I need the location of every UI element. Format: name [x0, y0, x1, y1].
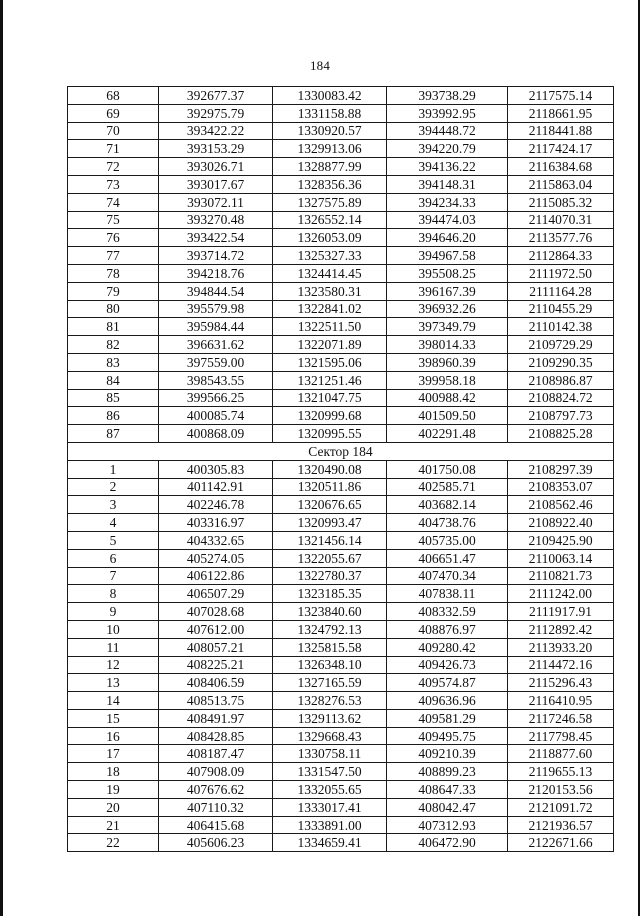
table-row: [68, 478, 614, 496]
y-coord-1-cell: 1328356.36: [273, 175, 387, 193]
table-row: [68, 407, 614, 425]
x-coord-2-cell: 394220.79: [387, 140, 508, 158]
table-row: [68, 318, 614, 336]
y-coord-2-cell: 2110063.14: [508, 549, 614, 567]
table-row: [68, 745, 614, 763]
y-coord-2-cell: 2109290.35: [508, 353, 614, 371]
table-row: [68, 709, 614, 727]
point-number-cell: 85: [68, 389, 159, 407]
x-coord-2-cell: 407838.11: [387, 585, 508, 603]
y-coord-1-cell: 1320999.68: [273, 407, 387, 425]
point-number-cell: 79: [68, 282, 159, 300]
x-coord-1-cell: 407908.09: [159, 763, 273, 781]
y-coord-2-cell: 2112864.33: [508, 247, 614, 265]
x-coord-1-cell: 403316.97: [159, 514, 273, 532]
x-coord-2-cell: 402585.71: [387, 478, 508, 496]
y-coord-1-cell: 1329913.06: [273, 140, 387, 158]
x-coord-2-cell: 408332.59: [387, 603, 508, 621]
point-number-cell: 15: [68, 709, 159, 727]
y-coord-2-cell: 2118441.88: [508, 122, 614, 140]
y-coord-1-cell: 1325815.58: [273, 638, 387, 656]
x-coord-2-cell: 409495.75: [387, 727, 508, 745]
x-coord-1-cell: 405606.23: [159, 834, 273, 852]
y-coord-1-cell: 1320993.47: [273, 514, 387, 532]
point-number-cell: 69: [68, 104, 159, 122]
y-coord-2-cell: 2108824.72: [508, 389, 614, 407]
point-number-cell: 11: [68, 638, 159, 656]
y-coord-2-cell: 2112892.42: [508, 620, 614, 638]
table-row: [68, 531, 614, 549]
section-label: Сектор 184: [68, 442, 614, 460]
y-coord-2-cell: 2109425.90: [508, 531, 614, 549]
x-coord-2-cell: 394136.22: [387, 158, 508, 176]
x-coord-1-cell: 393422.54: [159, 229, 273, 247]
x-coord-1-cell: 397559.00: [159, 353, 273, 371]
x-coord-2-cell: 398014.33: [387, 336, 508, 354]
page-edge-left: [0, 0, 3, 916]
y-coord-1-cell: 1332055.65: [273, 781, 387, 799]
x-coord-1-cell: 408225.21: [159, 656, 273, 674]
point-number-cell: 6: [68, 549, 159, 567]
y-coord-1-cell: 1327575.89: [273, 193, 387, 211]
table-row: [68, 264, 614, 282]
y-coord-1-cell: 1323840.60: [273, 603, 387, 621]
table-row: [68, 425, 614, 443]
x-coord-1-cell: 393270.48: [159, 211, 273, 229]
x-coord-2-cell: 404738.76: [387, 514, 508, 532]
table-row: [68, 247, 614, 265]
table-row: [68, 140, 614, 158]
x-coord-1-cell: 406122.86: [159, 567, 273, 585]
y-coord-1-cell: 1329113.62: [273, 709, 387, 727]
x-coord-1-cell: 408406.59: [159, 674, 273, 692]
point-number-cell: 70: [68, 122, 159, 140]
x-coord-1-cell: 408428.85: [159, 727, 273, 745]
y-coord-1-cell: 1330920.57: [273, 122, 387, 140]
x-coord-2-cell: 402291.48: [387, 425, 508, 443]
point-number-cell: 5: [68, 531, 159, 549]
point-number-cell: 10: [68, 620, 159, 638]
point-number-cell: 68: [68, 87, 159, 105]
point-number-cell: 9: [68, 603, 159, 621]
y-coord-1-cell: 1330083.42: [273, 87, 387, 105]
y-coord-2-cell: 2117424.17: [508, 140, 614, 158]
y-coord-2-cell: 2110821.73: [508, 567, 614, 585]
table-row: [68, 638, 614, 656]
x-coord-1-cell: 407110.32: [159, 798, 273, 816]
table-row: [68, 193, 614, 211]
y-coord-1-cell: 1334659.41: [273, 834, 387, 852]
page-number: 184: [309, 58, 331, 73]
table-row: [68, 781, 614, 799]
x-coord-2-cell: 407470.34: [387, 567, 508, 585]
y-coord-1-cell: 1321456.14: [273, 531, 387, 549]
x-coord-1-cell: 408491.97: [159, 709, 273, 727]
x-coord-1-cell: 406507.29: [159, 585, 273, 603]
table-row: [68, 460, 614, 478]
point-number-cell: 16: [68, 727, 159, 745]
point-number-cell: 71: [68, 140, 159, 158]
y-coord-2-cell: 2120153.56: [508, 781, 614, 799]
x-coord-2-cell: 395508.25: [387, 264, 508, 282]
point-number-cell: 81: [68, 318, 159, 336]
x-coord-2-cell: 398960.39: [387, 353, 508, 371]
table-row: [68, 158, 614, 176]
y-coord-2-cell: 2114472.16: [508, 656, 614, 674]
x-coord-2-cell: 406651.47: [387, 549, 508, 567]
x-coord-2-cell: 409210.39: [387, 745, 508, 763]
point-number-cell: 4: [68, 514, 159, 532]
table-row: [68, 371, 614, 389]
x-coord-1-cell: 393072.11: [159, 193, 273, 211]
y-coord-2-cell: 2113933.20: [508, 638, 614, 656]
y-coord-2-cell: 2108825.28: [508, 425, 614, 443]
point-number-cell: 87: [68, 425, 159, 443]
y-coord-1-cell: 1328877.99: [273, 158, 387, 176]
y-coord-2-cell: 2110455.29: [508, 300, 614, 318]
table-row: [68, 549, 614, 567]
y-coord-2-cell: 2115863.04: [508, 175, 614, 193]
y-coord-2-cell: 2116384.68: [508, 158, 614, 176]
point-number-cell: 83: [68, 353, 159, 371]
point-number-cell: 19: [68, 781, 159, 799]
x-coord-1-cell: 392975.79: [159, 104, 273, 122]
table-row: [68, 620, 614, 638]
x-coord-1-cell: 407028.68: [159, 603, 273, 621]
table-row: [68, 834, 614, 852]
point-number-cell: 18: [68, 763, 159, 781]
y-coord-1-cell: 1322055.67: [273, 549, 387, 567]
x-coord-1-cell: 405274.05: [159, 549, 273, 567]
point-number-cell: 74: [68, 193, 159, 211]
y-coord-2-cell: 2119655.13: [508, 763, 614, 781]
y-coord-2-cell: 2108353.07: [508, 478, 614, 496]
y-coord-1-cell: 1326552.14: [273, 211, 387, 229]
x-coord-2-cell: 393992.95: [387, 104, 508, 122]
x-coord-2-cell: 401750.08: [387, 460, 508, 478]
x-coord-2-cell: 409574.87: [387, 674, 508, 692]
y-coord-2-cell: 2117246.58: [508, 709, 614, 727]
x-coord-2-cell: 407312.93: [387, 816, 508, 834]
point-number-cell: 8: [68, 585, 159, 603]
point-number-cell: 2: [68, 478, 159, 496]
x-coord-1-cell: 398543.55: [159, 371, 273, 389]
y-coord-2-cell: 2108797.73: [508, 407, 614, 425]
point-number-cell: 17: [68, 745, 159, 763]
y-coord-1-cell: 1326348.10: [273, 656, 387, 674]
x-coord-2-cell: 409280.42: [387, 638, 508, 656]
x-coord-1-cell: 400085.74: [159, 407, 273, 425]
y-coord-1-cell: 1327165.59: [273, 674, 387, 692]
table-row: [68, 211, 614, 229]
table-row: [68, 585, 614, 603]
x-coord-2-cell: 396932.26: [387, 300, 508, 318]
x-coord-1-cell: 393017.67: [159, 175, 273, 193]
x-coord-2-cell: 394148.31: [387, 175, 508, 193]
y-coord-1-cell: 1324414.45: [273, 264, 387, 282]
table-row: [68, 674, 614, 692]
x-coord-2-cell: 396167.39: [387, 282, 508, 300]
x-coord-2-cell: 406472.90: [387, 834, 508, 852]
x-coord-1-cell: 396631.62: [159, 336, 273, 354]
table-row: [68, 514, 614, 532]
y-coord-2-cell: 2108562.46: [508, 496, 614, 514]
y-coord-1-cell: 1322511.50: [273, 318, 387, 336]
y-coord-1-cell: 1324792.13: [273, 620, 387, 638]
x-coord-1-cell: 401142.91: [159, 478, 273, 496]
table-row: [68, 496, 614, 514]
x-coord-2-cell: 408899.23: [387, 763, 508, 781]
point-number-cell: 12: [68, 656, 159, 674]
x-coord-2-cell: 409581.29: [387, 709, 508, 727]
y-coord-1-cell: 1320676.65: [273, 496, 387, 514]
y-coord-2-cell: 2116410.95: [508, 692, 614, 710]
y-coord-2-cell: 2111917.91: [508, 603, 614, 621]
x-coord-2-cell: 394474.03: [387, 211, 508, 229]
y-coord-2-cell: 2113577.76: [508, 229, 614, 247]
table-row: [68, 763, 614, 781]
y-coord-1-cell: 1322071.89: [273, 336, 387, 354]
x-coord-1-cell: 393422.22: [159, 122, 273, 140]
y-coord-1-cell: 1320511.86: [273, 478, 387, 496]
table-row: [68, 692, 614, 710]
x-coord-1-cell: 406415.68: [159, 816, 273, 834]
x-coord-1-cell: 393153.29: [159, 140, 273, 158]
coordinates-table: [67, 86, 614, 852]
table-row: [68, 175, 614, 193]
x-coord-1-cell: 407612.00: [159, 620, 273, 638]
x-coord-1-cell: 408187.47: [159, 745, 273, 763]
y-coord-1-cell: 1320995.55: [273, 425, 387, 443]
point-number-cell: 22: [68, 834, 159, 852]
point-number-cell: 82: [68, 336, 159, 354]
table-row: [68, 656, 614, 674]
y-coord-2-cell: 2111242.00: [508, 585, 614, 603]
point-number-cell: 77: [68, 247, 159, 265]
x-coord-1-cell: 400305.83: [159, 460, 273, 478]
y-coord-2-cell: 2117575.14: [508, 87, 614, 105]
y-coord-2-cell: 2117798.45: [508, 727, 614, 745]
y-coord-2-cell: 2115085.32: [508, 193, 614, 211]
y-coord-1-cell: 1321595.06: [273, 353, 387, 371]
x-coord-2-cell: 401509.50: [387, 407, 508, 425]
x-coord-2-cell: 408876.97: [387, 620, 508, 638]
y-coord-1-cell: 1333017.41: [273, 798, 387, 816]
section-header-row: [68, 442, 614, 460]
table-row: [68, 104, 614, 122]
x-coord-2-cell: 409426.73: [387, 656, 508, 674]
x-coord-2-cell: 394967.58: [387, 247, 508, 265]
x-coord-1-cell: 393714.72: [159, 247, 273, 265]
y-coord-2-cell: 2121936.57: [508, 816, 614, 834]
y-coord-1-cell: 1323185.35: [273, 585, 387, 603]
y-coord-2-cell: 2108986.87: [508, 371, 614, 389]
point-number-cell: 76: [68, 229, 159, 247]
y-coord-1-cell: 1331547.50: [273, 763, 387, 781]
y-coord-2-cell: 2115296.43: [508, 674, 614, 692]
x-coord-2-cell: 394234.33: [387, 193, 508, 211]
point-number-cell: 7: [68, 567, 159, 585]
y-coord-1-cell: 1321047.75: [273, 389, 387, 407]
x-coord-1-cell: 395579.98: [159, 300, 273, 318]
y-coord-2-cell: 2111164.28: [508, 282, 614, 300]
y-coord-1-cell: 1322780.37: [273, 567, 387, 585]
point-number-cell: 75: [68, 211, 159, 229]
table-row: [68, 300, 614, 318]
x-coord-1-cell: 393026.71: [159, 158, 273, 176]
y-coord-1-cell: 1325327.33: [273, 247, 387, 265]
table-row: [68, 87, 614, 105]
y-coord-1-cell: 1326053.09: [273, 229, 387, 247]
point-number-cell: 78: [68, 264, 159, 282]
x-coord-2-cell: 399958.18: [387, 371, 508, 389]
table-row: [68, 353, 614, 371]
x-coord-1-cell: 407676.62: [159, 781, 273, 799]
y-coord-2-cell: 2118877.60: [508, 745, 614, 763]
y-coord-2-cell: 2118661.95: [508, 104, 614, 122]
y-coord-2-cell: 2121091.72: [508, 798, 614, 816]
x-coord-2-cell: 408647.33: [387, 781, 508, 799]
point-number-cell: 14: [68, 692, 159, 710]
table-row: [68, 336, 614, 354]
y-coord-2-cell: 2110142.38: [508, 318, 614, 336]
table-row: [68, 389, 614, 407]
y-coord-1-cell: 1329668.43: [273, 727, 387, 745]
y-coord-2-cell: 2114070.31: [508, 211, 614, 229]
x-coord-1-cell: 399566.25: [159, 389, 273, 407]
x-coord-2-cell: 394646.20: [387, 229, 508, 247]
point-number-cell: 80: [68, 300, 159, 318]
y-coord-2-cell: 2108922.40: [508, 514, 614, 532]
point-number-cell: 13: [68, 674, 159, 692]
table-row: [68, 727, 614, 745]
table-row: [68, 282, 614, 300]
y-coord-1-cell: 1328276.53: [273, 692, 387, 710]
y-coord-1-cell: 1320490.08: [273, 460, 387, 478]
point-number-cell: 20: [68, 798, 159, 816]
x-coord-1-cell: 408513.75: [159, 692, 273, 710]
x-coord-2-cell: 394448.72: [387, 122, 508, 140]
x-coord-1-cell: 404332.65: [159, 531, 273, 549]
point-number-cell: 3: [68, 496, 159, 514]
x-coord-2-cell: 393738.29: [387, 87, 508, 105]
table-row: [68, 122, 614, 140]
y-coord-2-cell: 2108297.39: [508, 460, 614, 478]
x-coord-2-cell: 409636.96: [387, 692, 508, 710]
point-number-cell: 21: [68, 816, 159, 834]
x-coord-1-cell: 400868.09: [159, 425, 273, 443]
x-coord-1-cell: 402246.78: [159, 496, 273, 514]
coordinates-table-body: [68, 87, 614, 852]
x-coord-2-cell: 400988.42: [387, 389, 508, 407]
y-coord-2-cell: 2111972.50: [508, 264, 614, 282]
point-number-cell: 84: [68, 371, 159, 389]
table-row: [68, 229, 614, 247]
x-coord-1-cell: 394218.76: [159, 264, 273, 282]
point-number-cell: 1: [68, 460, 159, 478]
table-row: [68, 603, 614, 621]
y-coord-2-cell: 2109729.29: [508, 336, 614, 354]
point-number-cell: 72: [68, 158, 159, 176]
x-coord-2-cell: 397349.79: [387, 318, 508, 336]
point-number-cell: 73: [68, 175, 159, 193]
y-coord-1-cell: 1333891.00: [273, 816, 387, 834]
x-coord-1-cell: 394844.54: [159, 282, 273, 300]
y-coord-1-cell: 1323580.31: [273, 282, 387, 300]
x-coord-1-cell: 408057.21: [159, 638, 273, 656]
table-row: [68, 567, 614, 585]
x-coord-2-cell: 408042.47: [387, 798, 508, 816]
x-coord-1-cell: 392677.37: [159, 87, 273, 105]
x-coord-2-cell: 403682.14: [387, 496, 508, 514]
y-coord-1-cell: 1321251.46: [273, 371, 387, 389]
y-coord-1-cell: 1331158.88: [273, 104, 387, 122]
x-coord-2-cell: 405735.00: [387, 531, 508, 549]
table-row: [68, 816, 614, 834]
y-coord-1-cell: 1330758.11: [273, 745, 387, 763]
y-coord-1-cell: 1322841.02: [273, 300, 387, 318]
table-row: [68, 798, 614, 816]
point-number-cell: 86: [68, 407, 159, 425]
x-coord-1-cell: 395984.44: [159, 318, 273, 336]
y-coord-2-cell: 2122671.66: [508, 834, 614, 852]
